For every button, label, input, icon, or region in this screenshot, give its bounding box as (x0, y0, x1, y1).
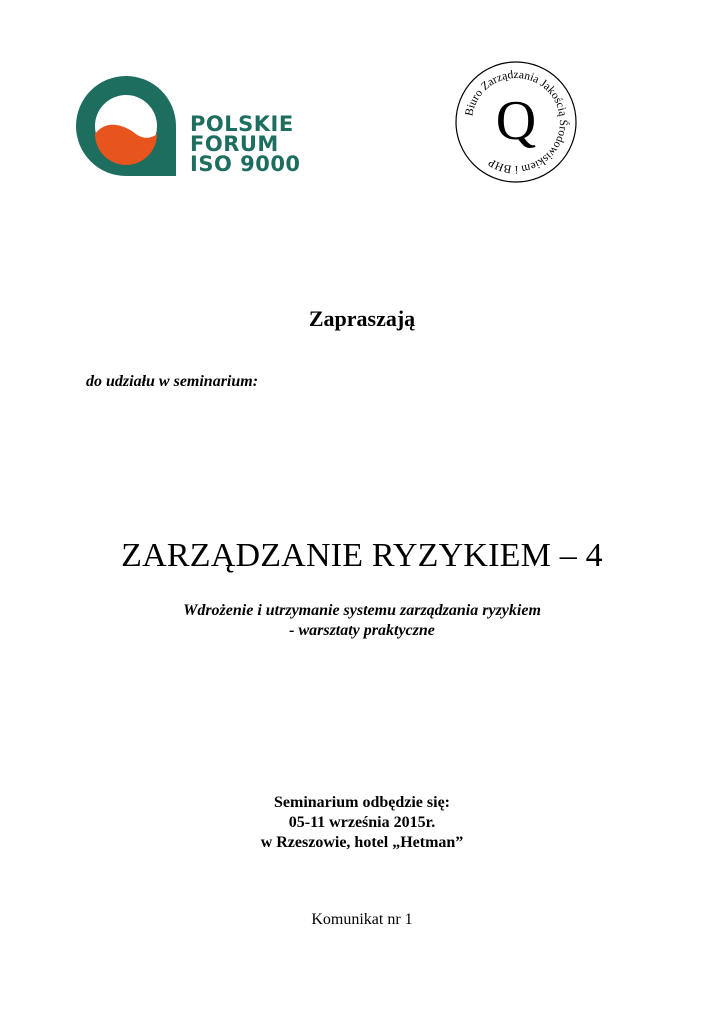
seminar-subtitle-line1: Wdrożenie i utrzymanie systemu zarządzania ryzykiem (183, 602, 541, 619)
details-date: 05-11 września 2015r. (288, 814, 436, 831)
biuro-q-letter: Q (495, 90, 537, 152)
polskie-forum-mark-icon (74, 74, 178, 178)
biuro-seal-icon (448, 54, 584, 190)
seminar-subtitle-line2: - warsztaty praktyczne (289, 622, 435, 639)
polskie-forum-line2: FORUM (190, 132, 279, 156)
komunikat-number: Komunikat nr 1 (311, 911, 413, 928)
details-location: w Rzeszowie, hotel „Hetman” (260, 834, 464, 851)
biuro-logo (448, 54, 584, 190)
biuro-ring-text: Biuro Zarządzania Jakością Środowiskiem i BHP (463, 68, 570, 176)
polskie-forum-wordmark (190, 114, 301, 174)
seminar-title: ZARZĄDZANIE RYZYKIEM – 4 (121, 537, 603, 574)
invite-lead: do udziału w seminarium: (86, 373, 259, 390)
polskie-forum-line1: POLSKIE (190, 112, 294, 136)
polskie-forum-line3: ISO 9000 (190, 152, 301, 176)
polskie-forum-logo (74, 74, 304, 178)
seminar-details (0, 793, 724, 853)
invite-heading: Zapraszają (308, 306, 416, 331)
details-line1: Seminarium odbędzie się: (274, 794, 450, 811)
seminar-subtitle (0, 601, 724, 641)
